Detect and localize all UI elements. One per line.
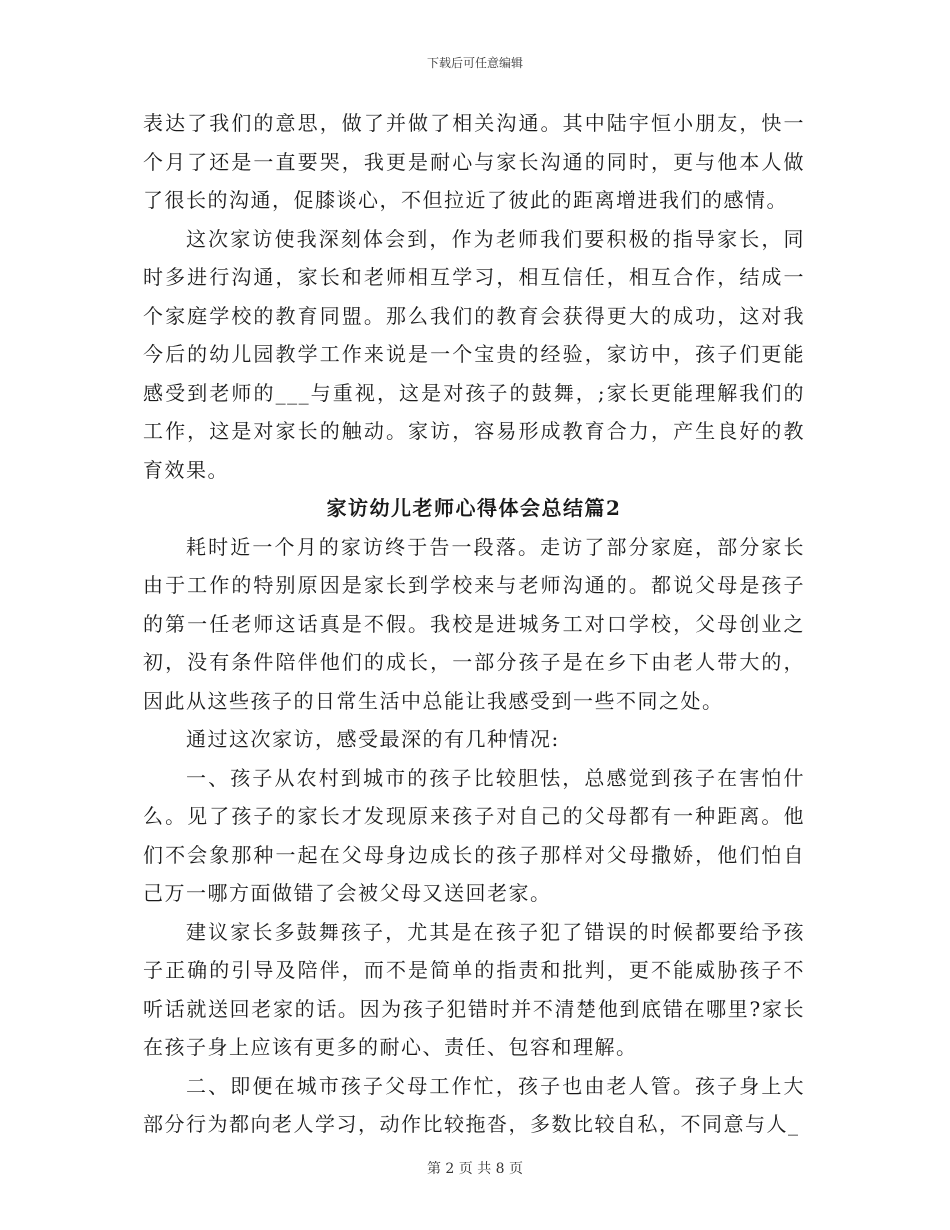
- paragraph-7: 二、即便在城市孩子父母工作忙，孩子也由老人管。孩子身上大部分行为都向老人学习，动作比较拖沓，多数比较自私，不同意与人_: [143, 1073, 805, 1136]
- paragraph-3: 耗时近一个月的家访终于告一段落。走访了部分家庭，部分家长由于工作的特别原因是家长到学校来与老师沟通的。都说父母是孩子的第一任老师这话真是不假。我校是进城务工对口学校，父母创业之初，没有条件陪伴他们的成长，一部分孩子是在乡下由老人带大的，因此从这些孩子的日常生活中总能让我感受到一些不同之处。: [143, 534, 805, 713]
- paragraph-4: 通过这次家访，感受最深的有几种情况:: [186, 727, 560, 751]
- document-body: [143, 104, 805, 1144]
- page-number-footer: 第 2 页 共 8 页: [426, 1161, 524, 1177]
- paragraph-6: 建议家长多鼓舞孩子，尤其是在孩子犯了错误的时候都要给予孩子正确的引导及陪伴，而不是简单的指责和批判，更不能威胁孩子不听话就送回老家的话。因为孩子犯错时并不清楚他到底错在哪里?家长在孩子身上应该有更多的耐心、责任、包容和理解。: [143, 919, 805, 1059]
- section-heading: 家访幼儿老师心得体会总结篇2: [326, 496, 622, 520]
- paragraph-2: 这次家访使我深刻体会到，作为老师我们要积极的指导家长，同时多进行沟通，家长和老师相互学习，相互信任，相互合作，结成一个家庭学校的教育同盟。那么我们的教育会获得更大的成功，这对我今后的幼儿园教学工作来说是一个宝贵的经验，家访中，孩子们更能感受到老师的___与重视，这是对孩子的鼓舞，;家长更能理解我们的工作，这是对家长的触动。家访，容易形成教育合力，产生良好的教育效果。: [143, 226, 805, 482]
- page-header-note: 下载后可任意编辑: [426, 56, 523, 70]
- paragraph-5: 一、孩子从农村到城市的孩子比较胆怯，总感觉到孩子在害怕什么。见了孩子的家长才发现原来孩子对自己的父母都有一种距离。他们不会象那种一起在父母身边成长的孩子那样对父母撒娇，他们怕自己万一哪方面做错了会被父母又送回老家。: [143, 765, 805, 905]
- paragraph-1: 表达了我们的意思，做了并做了相关沟通。其中陆宇恒小朋友，快一个月了还是一直要哭，我更是耐心与家长沟通的同时，更与他本人做了很长的沟通，促膝谈心，不但拉近了彼此的距离增进我们的感情。: [143, 111, 805, 212]
